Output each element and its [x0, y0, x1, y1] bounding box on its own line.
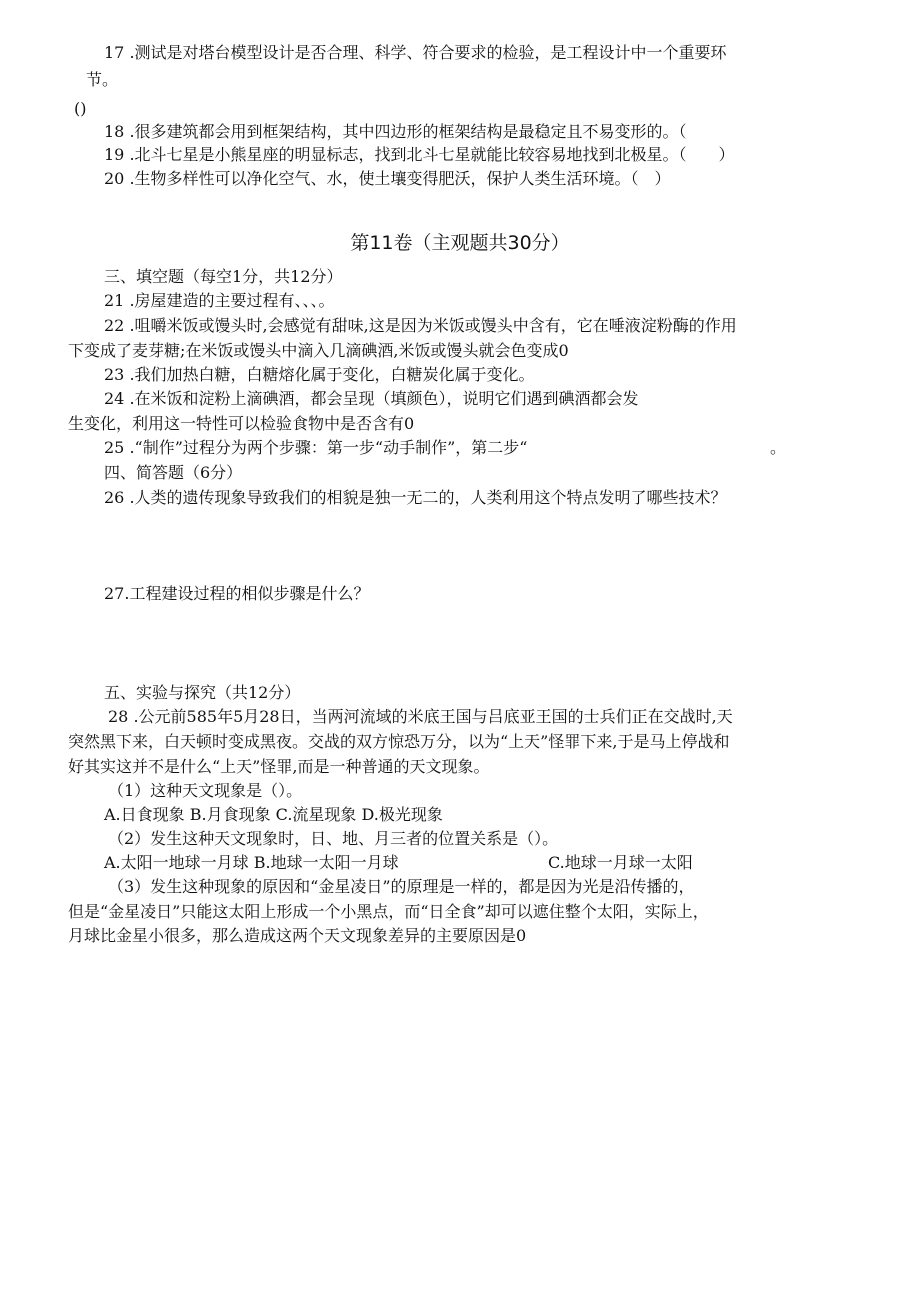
question-23: 23 .我们加热白糖，白糖熔化属于变化，白糖炭化属于变化。	[104, 365, 535, 384]
question-17-line2: 节。	[86, 70, 119, 89]
question-28-line1: 28 .公元前585年5月28日，当两河流域的米底王国与吕底亚王国的士兵们正在交战时,天	[108, 707, 733, 726]
part2-title: 第11卷（主观题共30分）	[350, 232, 570, 254]
question-26: 26 .人类的遗传现象导致我们的相貌是独一无二的，人类利用这个特点发明了哪些技术？	[104, 488, 727, 507]
question-28-sub2: （2）发生这种天文现象时，日、地、月三者的位置关系是（）。	[108, 829, 559, 848]
question-22-line1: 22 .咀嚼米饭或馒头时,会感觉有甜味,这是因为米饭或馒头中含有，它在唾液淀粉酶的作用	[104, 316, 737, 335]
question-28-sub1-options: A.日食现象 B.月食现象 C.流星现象 D.极光现象	[104, 805, 443, 824]
question-28-sub3-line3: 月球比金星小很多，那么造成这两个天文现象差异的主要原因是0	[68, 926, 527, 945]
question-28-sub3-line2: 但是“金星凌日”只能这太阳上形成一个小黑点，而“日全食”却可以遮住整个太阳，实际上，	[68, 902, 709, 921]
experiment-heading: 五、实验与探究（共12分）	[104, 683, 301, 702]
question-28-sub3-line1: （3）发生这种现象的原因和“金星凌日”的原理是一样的，都是因为光是沿传播的，	[108, 877, 695, 896]
question-21: 21 .房屋建造的主要过程有、、、。	[104, 291, 335, 310]
question-24-line1: 24 .在米饭和淀粉上滴碘酒，都会呈现（填颜色），说明它们遇到碘酒都会发	[104, 389, 639, 408]
question-28-line2: 突然黑下来，白天顿时变成黑夜。交战的双方惊恐万分，以为“上天”怪罪下来,于是马上停战和	[68, 732, 730, 751]
question-20: 20 .生物多样性可以净化空气、水，使土壤变得肥沃，保护人类生活环境。（ ）	[104, 169, 671, 188]
question-17-line1: 17 .测试是对塔台模型设计是否合理、科学、符合要求的检验，是工程设计中一个重要环	[104, 43, 727, 62]
question-28-sub1: （1）这种天文现象是（）。	[108, 781, 303, 800]
question-19: 19 .北斗七星是小熊星座的明显标志，找到北斗七星就能比较容易地找到北极星。（ ）	[104, 145, 735, 164]
question-25-end: 。	[770, 438, 787, 457]
fill-heading: 三、填空题（每空1分，共12分）	[104, 267, 343, 286]
question-27: 27.工程建设过程的相似步骤是什么？	[104, 584, 370, 603]
question-24-line2: 生变化，利用这一特性可以检验食物中是否含有0	[68, 414, 415, 433]
question-28-sub2-option-c: C.地球一月球一太阳	[548, 853, 693, 872]
question-28-sub2-options-ab: A.太阳一地球一月球 B.地球一太阳一月球	[104, 853, 399, 872]
question-28-line3: 好其实这并不是什么“上天”怪罪,而是一种普通的天文现象。	[68, 757, 490, 776]
question-18: 18 .很多建筑都会用到框架结构，其中四边形的框架结构是最稳定且不易变形的。（	[104, 122, 687, 141]
question-22-line2: 下变成了麦芽糖;在米饭或馒头中滴入几滴碘酒,米饭或馒头就会色变成0	[68, 341, 569, 360]
question-25: 25 .“制作”过程分为两个步骤：第一步“动手制作”，第二步“	[104, 438, 528, 457]
short-answer-heading: 四、简答题（6分）	[104, 463, 243, 482]
question-17-answer-paren: ()	[74, 99, 87, 118]
